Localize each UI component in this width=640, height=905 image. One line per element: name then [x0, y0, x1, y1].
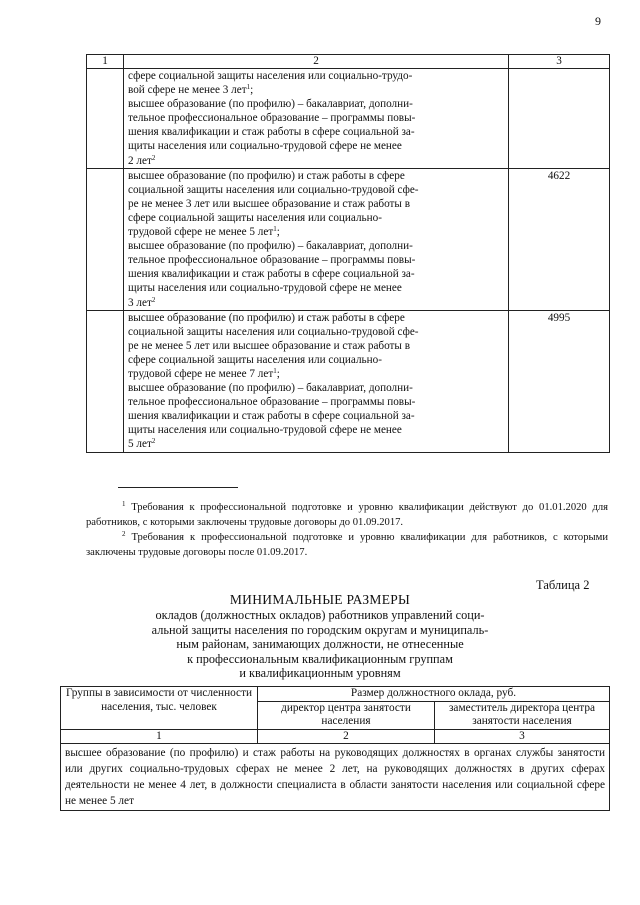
text-line: сфере социальной защиты населения или социально- — [128, 211, 382, 224]
footnote-ref: 1 — [273, 366, 277, 375]
footnote-text: Требования к профессиональной подготовке и уровню квалификации для работников, с которыми заключены трудовые договоры после 01.09.2017. — [86, 532, 608, 558]
table-row — [87, 310, 610, 452]
text-line: тельное профессиональное образование – программы повы- — [128, 396, 416, 409]
requirements-cell — [124, 168, 509, 310]
text-line: трудовой сфере не менее 5 лет$^1$; — [128, 225, 280, 239]
footnote-ref: 1 — [246, 83, 251, 92]
text-line: сфере социальной защиты населения или социально-трудо- — [128, 70, 413, 82]
text-line: высшее образование (по профилю) – бакалавриат, дополни- — [128, 382, 413, 395]
header-col-3: 3 — [509, 55, 610, 69]
text-line: тельное профессиональное образование – программы повы- — [128, 254, 416, 267]
footnote-mark: 1 — [122, 500, 126, 508]
footnote-divider — [118, 487, 238, 488]
header-col-1: 1 — [87, 55, 124, 69]
table-header-row — [87, 55, 610, 69]
footnote-ref: 2 — [151, 153, 156, 162]
footnote-ref: 1 — [273, 225, 277, 234]
text-line: сфере социальной защиты населения или социально- — [128, 353, 382, 366]
footnote-text: Требования к профессиональной подготовке и уровню квалификации действуют до 01.01.2020 для работников, с которыми заключены трудовые договоры до 01.09.2017. — [86, 502, 608, 528]
text-line: шения квалификации и стаж работы в сфере социальной за- — [128, 268, 415, 281]
deputy-director-header: заместитель директора центра занятости населения — [435, 701, 610, 729]
footnote-2 — [86, 531, 608, 560]
text-line: шения квалификации и стаж работы в сфере социальной за- — [128, 126, 415, 139]
text-line: вой сфере не менее 3 лет$^1$; — [128, 83, 254, 97]
text-line: высшее образование (по профилю) – бакалавриат, дополни- — [128, 240, 413, 253]
row-group-cell — [87, 69, 124, 169]
title-line: окладов (должностных окладов) работников управлений соци- — [155, 608, 485, 622]
title-line: альной защиты населения по городским округам и муниципаль- — [151, 622, 489, 637]
row-group-cell — [87, 310, 124, 452]
table-row — [61, 743, 610, 811]
table-header-row — [61, 687, 610, 702]
column-number: 3 — [435, 729, 610, 743]
text-line: щиты населения или социально-трудовой сфере не менее — [128, 282, 402, 295]
header-col-2: 2 — [124, 55, 509, 69]
text-line: ре не менее 3 лет или высшее образование и стаж работы в — [128, 197, 411, 210]
footnote-ref: 2 — [151, 295, 156, 304]
text-line: 3 лет$^2$ — [128, 295, 156, 309]
table-label: Таблица 2 — [536, 578, 590, 592]
text-line: трудовой сфере не менее 7 лет$^1$; — [128, 366, 280, 380]
title-line: к профессиональным квалификационным группам — [187, 651, 453, 666]
title-line: и квалификационным уровням — [239, 666, 401, 680]
text-line: шения квалификации и стаж работы в сфере социальной за- — [128, 410, 415, 423]
table-row — [87, 69, 610, 169]
text-line: 5 лет$^2$ — [128, 437, 156, 451]
population-group-header: Группы в зависимости от численности населения, тыс. человек — [61, 687, 258, 730]
text-line: высшее образование (по профилю) – бакалавриат, дополни- — [128, 98, 413, 111]
title-line: ным районам, занимающих должности, не отнесенные — [176, 637, 464, 651]
column-number: 2 — [258, 729, 435, 743]
title-main: МИНИМАЛЬНЫЕ РАЗМЕРЫ — [229, 592, 411, 607]
salary-group-header: Размер должностного оклада, руб. — [258, 687, 610, 702]
text-line: 2 лет$^2$ — [128, 153, 156, 167]
qualification-salary-table — [86, 54, 610, 453]
requirements-cell — [124, 69, 509, 169]
footnote-ref: 2 — [151, 437, 156, 446]
text-line: щиты населения или социально-трудовой сфере не менее — [128, 140, 402, 153]
salary-value — [509, 69, 610, 169]
page-number: 9 — [595, 14, 601, 28]
text-line: тельное профессиональное образование – программы повы- — [128, 112, 416, 125]
text-line: высшее образование (по профилю) и стаж работы в сфере — [128, 311, 405, 324]
salary-value: 4995 — [509, 310, 610, 452]
row-group-cell — [87, 168, 124, 310]
column-number: 1 — [61, 729, 258, 743]
text-line: высшее образование (по профилю) и стаж работы в сфере — [128, 169, 405, 182]
text-line: социальной защиты населения или социально-трудовой сфе- — [128, 325, 419, 338]
column-number-row — [61, 729, 610, 743]
requirements-cell — [124, 310, 509, 452]
minimum-salary-table — [60, 686, 610, 811]
text-line: ре не менее 5 лет или высшее образование и стаж работы в — [128, 339, 411, 352]
text-line: социальной защиты населения или социально-трудовой сфе- — [128, 183, 419, 196]
footnote-1 — [86, 501, 608, 530]
table-title — [130, 592, 510, 681]
requirement-text: высшее образование (по профилю) и стаж работы на руководящих должностях в органах службы занятости или других социально-трудовых сферах не менее 2 лет, на руководящих должностях в других сферах деятельности не менее 4 лет, в должности специалиста в области занятости населения или социальной сфере не менее 5 лет — [61, 743, 610, 811]
text-line: щиты населения или социально-трудовой сфере не менее — [128, 424, 402, 437]
footnote-mark: 2 — [122, 530, 126, 538]
salary-value: 4622 — [509, 168, 610, 310]
director-header: директор центра занятости населения — [258, 701, 435, 729]
table-row — [87, 168, 610, 310]
